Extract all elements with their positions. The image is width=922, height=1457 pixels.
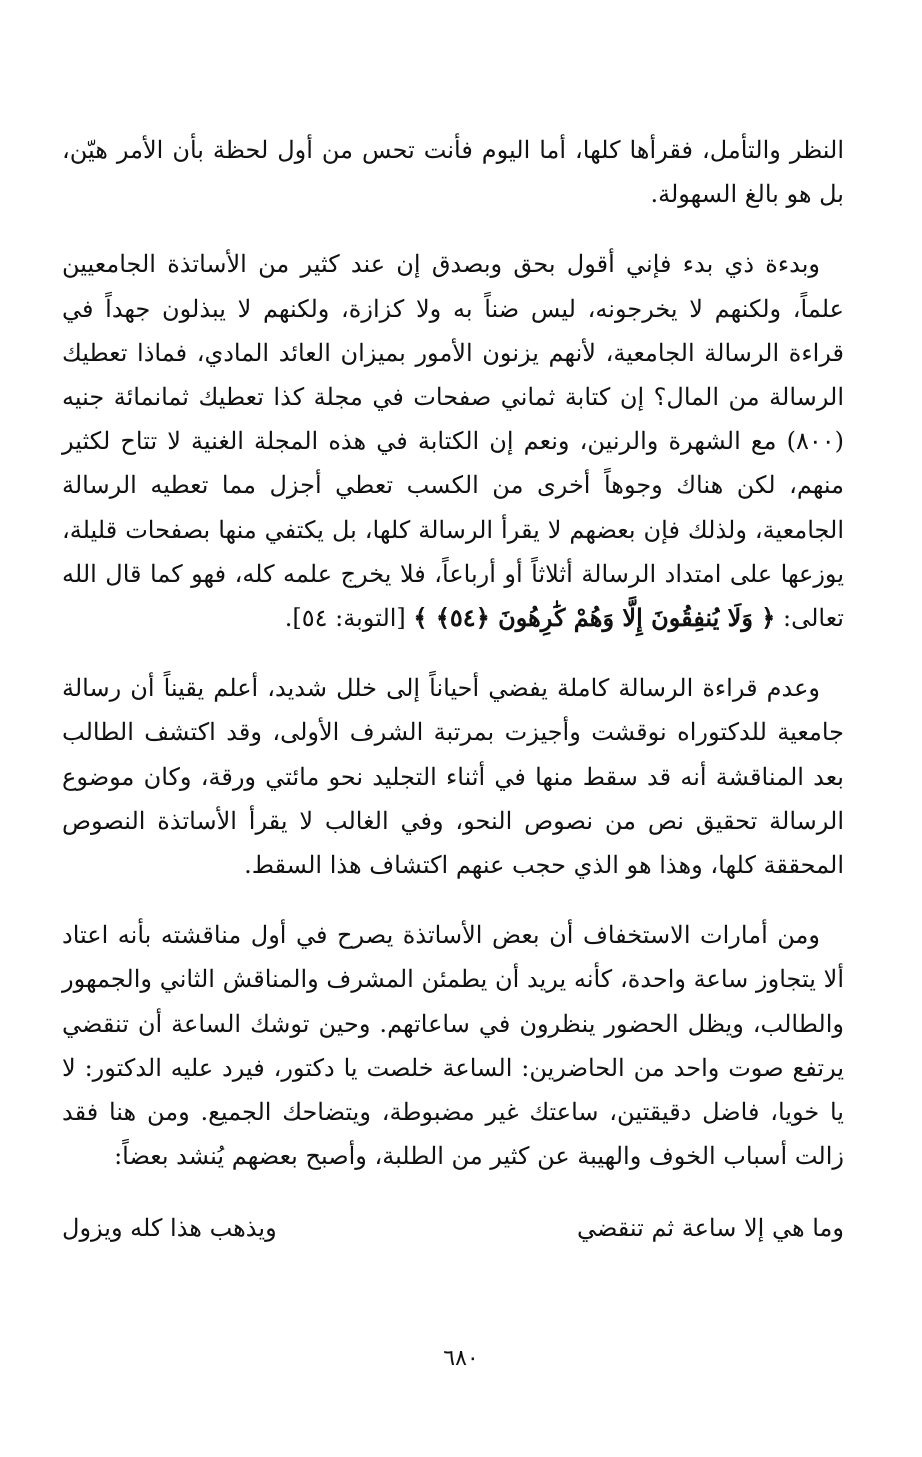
paragraph-disregard: ومن أمارات الاستخفاف أن بعض الأساتذة يصرح في أول مناقشته بأنه اعتاد ألا يتجاوز ساعة واحدة، كأنه يريد أن يطمئن المشرف والمناقش الثاني والجمهور والطالب، ويظل الحضور ينظرون في ساعاتهم. وحين توشك الساعة أن تنقضي يرتفع صوت واحد من الحاضرين: الساعة خلصت يا دكتور، فيرد عليه الدكتور: لا يا خويا، فاضل دقيقتين، ساعتك غير مضبوطة، ويتضاحك الجميع. ومن هنا فقد زالت أسباب الخوف والهيبة عن كثير من الطلبة، وأصبح بعضهم يُنشد بعضاً:	[62, 921, 844, 1171]
poem-verse	[62, 1206, 844, 1250]
page-number: ٦٨٠	[443, 1346, 479, 1371]
quran-verse: ﴿ وَلَا يُنفِقُونَ إِلَّا وَهُمْ كَٰرِهُونَ ﴿٥٤﴾ ﴾	[413, 603, 776, 633]
paragraph-professors	[62, 242, 844, 640]
page-body	[62, 128, 844, 1250]
poem-second-hemistich: ويذهب هذا كله ويزول	[62, 1214, 277, 1243]
paragraph-professors-text: وبدءة ذي بدء فإني أقول بحق وبصدق إن عند كثير من الأساتذة الجامعيين علماً، ولكنهم لا يخرجونه، ليس ضناً به ولا كزازة، ولكنهم لا يبذلون جهداً في قراءة الرسالة الجامعية، لأنهم يزنون الأمور بميزان العائد المادي، فماذا تعطيك الرسالة من المال؟ إن كتابة ثماني صفحات في مجلة كذا تعطيك ثمانمائة جنيه (٨٠٠) مع الشهرة والرنين، ونعم إن الكتابة في هذه المجلة الغنية لا تتاح لكثير منهم، لكن هناك وجوهاً أخرى من الكسب تعطي أجزل مما تعطيه الرسالة الجامعية، ولذلك فإن بعضهم لا يقرأ الرسالة كلها، بل يكتفي منها بصفحات قليلة، يوزعها على امتداد الرسالة أثلاثاً أو أرباعاً، فلا يخرج علمه كله، فهو كما قال الله تعالى:	[62, 250, 845, 633]
poem-first-hemistich: وما هي إلا ساعة ثم تنقضي	[576, 1214, 844, 1243]
paragraph-continuation: النظر والتأمل، فقرأها كلها، أما اليوم فأنت تحس من أول لحظة بأن الأمر هيّن، بل هو بالغ السهولة.	[62, 136, 844, 209]
paragraph-incomplete-reading: وعدم قراءة الرسالة كاملة يفضي أحياناً إلى خلل شديد، أعلم يقيناً أن رسالة جامعية للدكتوراه نوقشت وأجيزت بمرتبة الشرف الأولى، وقد اكتشف الطالب بعد المناقشة أنه قد سقط منها في أثناء التجليد نحو مائتي ورقة، وكان موضوع الرسالة تحقيق نص من نصوص النحو، وفي الغالب لا يقرأ الأساتذة النصوص المحققة كلها، وهذا هو الذي حجب عنهم اكتشاف هذا السقط.	[62, 674, 844, 880]
quran-reference: [التوبة: ٥٤].	[284, 604, 414, 633]
